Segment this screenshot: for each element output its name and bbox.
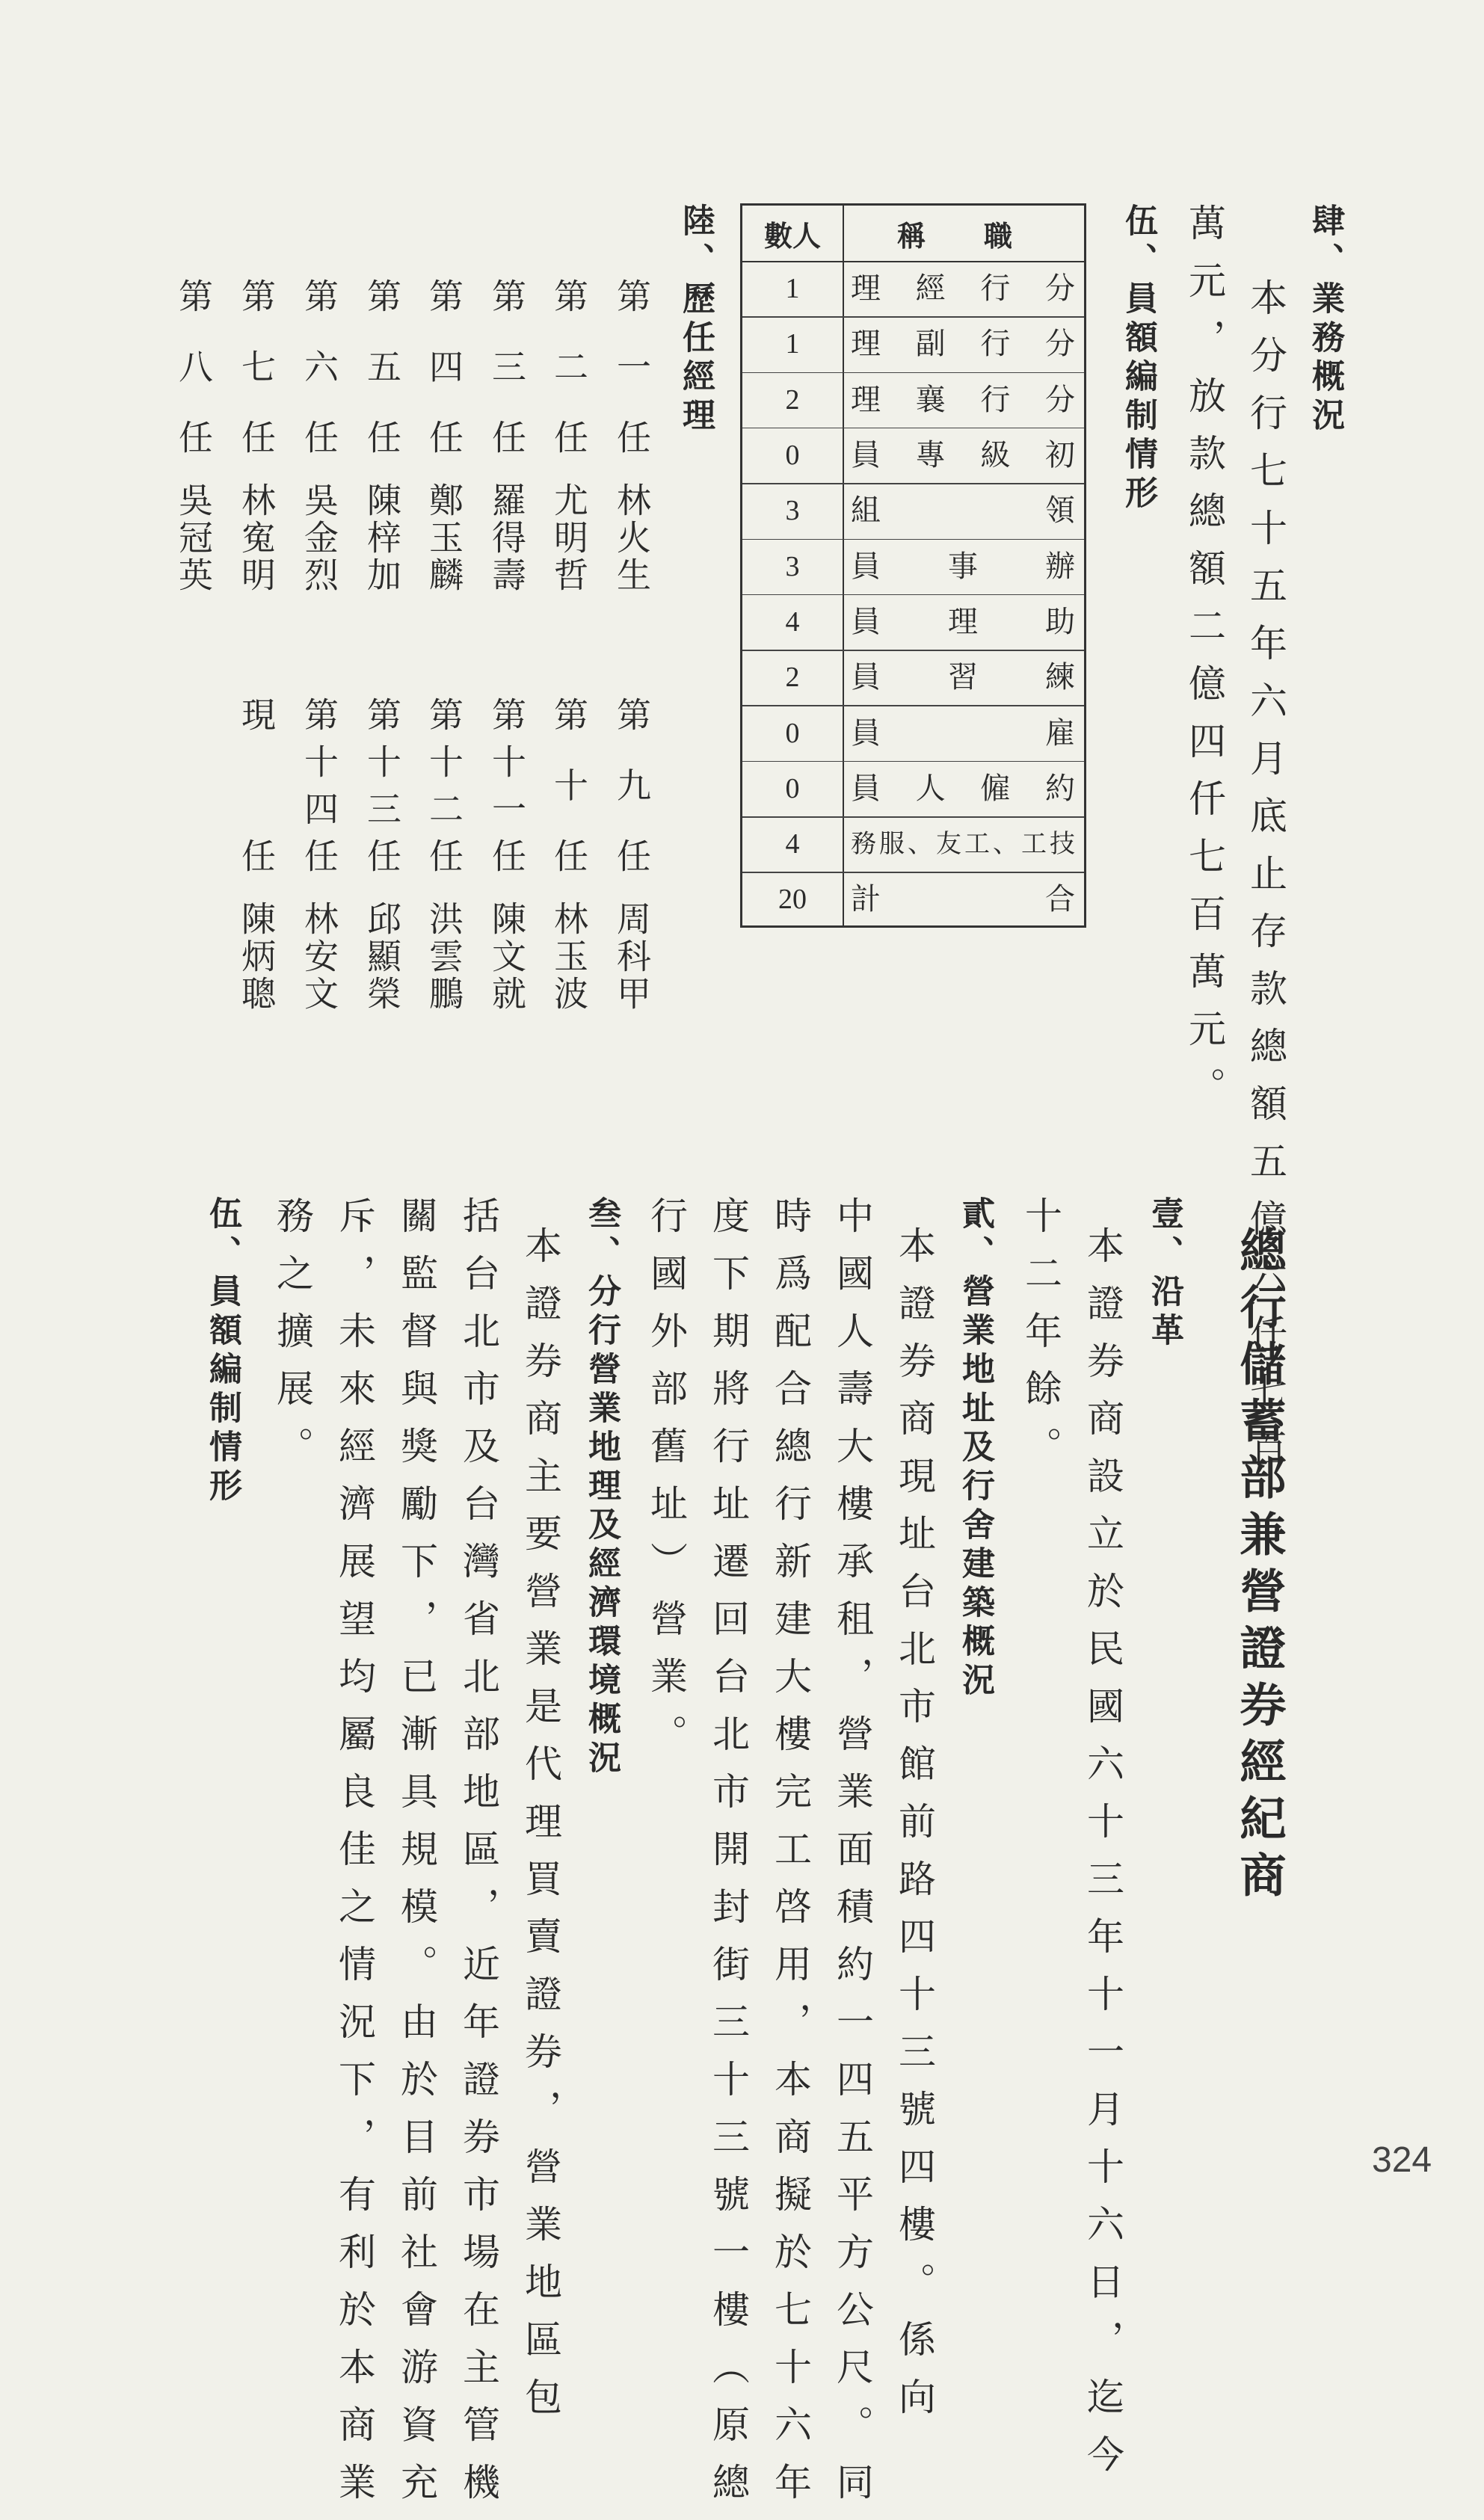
table-cell-title: 合計	[851, 883, 1075, 916]
header-title-cell	[840, 206, 1084, 261]
manager-term: 第九任	[612, 697, 652, 872]
table-cell-count: 3	[785, 550, 800, 582]
table-cell-title: 助理員	[851, 605, 1075, 638]
manager-entry	[362, 697, 402, 1013]
manager-entry	[362, 278, 402, 594]
manager-term: 現任	[236, 697, 277, 872]
manager-name: 林火生	[612, 482, 652, 594]
table-cell-count: 2	[785, 383, 800, 416]
history-line-2: 十二年餘。	[1019, 1196, 1062, 1484]
business-line-2: 萬元，放款總額二億四仟七百萬元。	[1183, 203, 1226, 1124]
table-cell-title: 練習員	[851, 661, 1075, 694]
address-line-5: 行國外部舊址）營業。	[644, 1196, 688, 1772]
manager-entry	[236, 697, 277, 1013]
manager-name: 陳梓加	[362, 482, 402, 594]
manager-name: 陳炳聰	[236, 901, 277, 1013]
region-line-5: 務之擴展。	[271, 1196, 314, 1484]
table-cell-title: 技工、工友、服務	[851, 829, 1075, 860]
table-cell-title: 初級專員	[851, 439, 1075, 472]
manager-term: 第八任	[173, 278, 214, 454]
manager-name: 林玉波	[549, 901, 589, 1013]
manager-term: 第十一任	[487, 697, 527, 872]
manager-name: 林安文	[299, 901, 339, 1013]
table-column-divider	[843, 206, 844, 925]
manager-term: 第十四任	[299, 697, 339, 872]
staff-table	[740, 203, 1086, 928]
region-line-3: 關監督與獎勵下，已漸具規模。由於目前社會游資充	[395, 1196, 438, 2520]
table-cell-count: 0	[785, 440, 800, 472]
history-heading: 壹、沿革	[1145, 1196, 1183, 1352]
manager-term: 第五任	[362, 278, 402, 454]
manager-term: 第十二任	[424, 697, 464, 872]
table-cell-count: 4	[785, 828, 800, 860]
region-line-4: 斥，未來經濟展望均屬良佳之情況下，有利於本商業	[333, 1196, 376, 2520]
table-cell-title: 辦事員	[851, 549, 1075, 583]
table-cell-count: 2	[785, 662, 800, 694]
manager-term: 第一任	[612, 278, 652, 454]
table-cell-count: 1	[785, 328, 800, 360]
brokerage-title: 總行儲蓄部兼營證券經紀商	[1232, 1226, 1287, 1908]
table-cell-title: 領組	[851, 494, 1075, 528]
address-line-2: 中國人壽大樓承租，營業面積約一四五平方公尺。同	[831, 1196, 874, 2520]
manager-entry	[612, 278, 652, 594]
address-line-3: 時爲配合總行新建大樓完工啓用，本商擬於七十六年	[769, 1196, 812, 2520]
page-number: 324	[1372, 2140, 1432, 2180]
manager-term: 第十任	[549, 697, 589, 872]
table-cell-title: 分行襄理	[851, 383, 1075, 416]
table-cell-count: 20	[778, 884, 807, 916]
address-heading: 貳、營業地址及行舍建築概況	[956, 1196, 994, 1701]
manager-name: 吳金烈	[299, 482, 339, 594]
table-cell-count: 0	[785, 772, 800, 804]
manager-term: 第四任	[424, 278, 464, 454]
manager-name: 尤明哲	[549, 482, 589, 594]
manager-entry	[424, 697, 464, 1013]
manager-entry	[299, 697, 339, 1013]
manager-term: 第十三任	[362, 697, 402, 872]
manager-name: 鄭玉麟	[424, 482, 464, 594]
table-cell-title: 分行副理	[851, 327, 1075, 361]
manager-entry	[173, 278, 214, 594]
manager-term: 第六任	[299, 278, 339, 454]
staff-heading: 伍、員額編制情形	[1119, 203, 1157, 514]
table-cell-title: 雇員	[851, 716, 1075, 750]
brokerage-staff-heading: 伍、員額編制情形	[203, 1196, 241, 1507]
manager-name: 羅得壽	[487, 482, 527, 594]
manager-entry	[487, 278, 527, 594]
history-line-1: 本證券商設立於民國六十三年十一月十六日，迄今	[1081, 1226, 1124, 2492]
region-heading: 叁、分行營業地理及經濟環境概況	[582, 1196, 621, 1779]
table-cell-count: 0	[785, 717, 800, 749]
manager-entry	[549, 697, 589, 1013]
manager-entry	[549, 278, 589, 594]
manager-name: 邱顯榮	[362, 901, 402, 1013]
manager-entry	[299, 278, 339, 594]
header-title: 稱 職	[897, 219, 1028, 253]
manager-term: 第七任	[236, 278, 277, 454]
address-line-1: 本證券商現址台北市館前路四十三號四樓。係向	[893, 1226, 936, 2435]
address-line-4: 度下期將行址遷回台北市開封街三十三號一樓（原總	[706, 1196, 750, 2520]
region-line-2: 括台北市及台灣省北部地區，近年證券市場在主管機	[457, 1196, 500, 2520]
table-cell-title: 分行經理	[851, 272, 1075, 306]
manager-entry	[236, 278, 277, 594]
business-heading: 肆、業務概況	[1306, 203, 1344, 437]
region-line-1: 本證券商主要營業是代理買賣證券，營業地區包	[519, 1226, 562, 2435]
manager-name: 吳冠英	[173, 482, 214, 594]
manager-entry	[487, 697, 527, 1013]
table-cell-count: 4	[785, 606, 800, 638]
table-cell-count: 1	[785, 273, 800, 305]
header-count-cell	[742, 206, 843, 261]
manager-name: 林寃明	[236, 482, 277, 594]
manager-name: 陳文就	[487, 901, 527, 1013]
manager-name: 周科甲	[612, 901, 652, 1013]
table-cell-count: 3	[785, 495, 800, 527]
manager-name: 洪雲鵬	[424, 901, 464, 1013]
manager-term: 第三任	[487, 278, 527, 454]
managers-heading: 陸、歷任經理	[677, 203, 715, 437]
table-cell-title: 約僱人員	[851, 771, 1075, 805]
manager-entry	[424, 278, 464, 594]
business-line-1: 本分行七十五年六月底止存款總額五億六仟七百	[1244, 278, 1287, 1487]
manager-entry	[612, 697, 652, 1013]
manager-term: 第二任	[549, 278, 589, 454]
header-count: 數人	[764, 219, 822, 253]
